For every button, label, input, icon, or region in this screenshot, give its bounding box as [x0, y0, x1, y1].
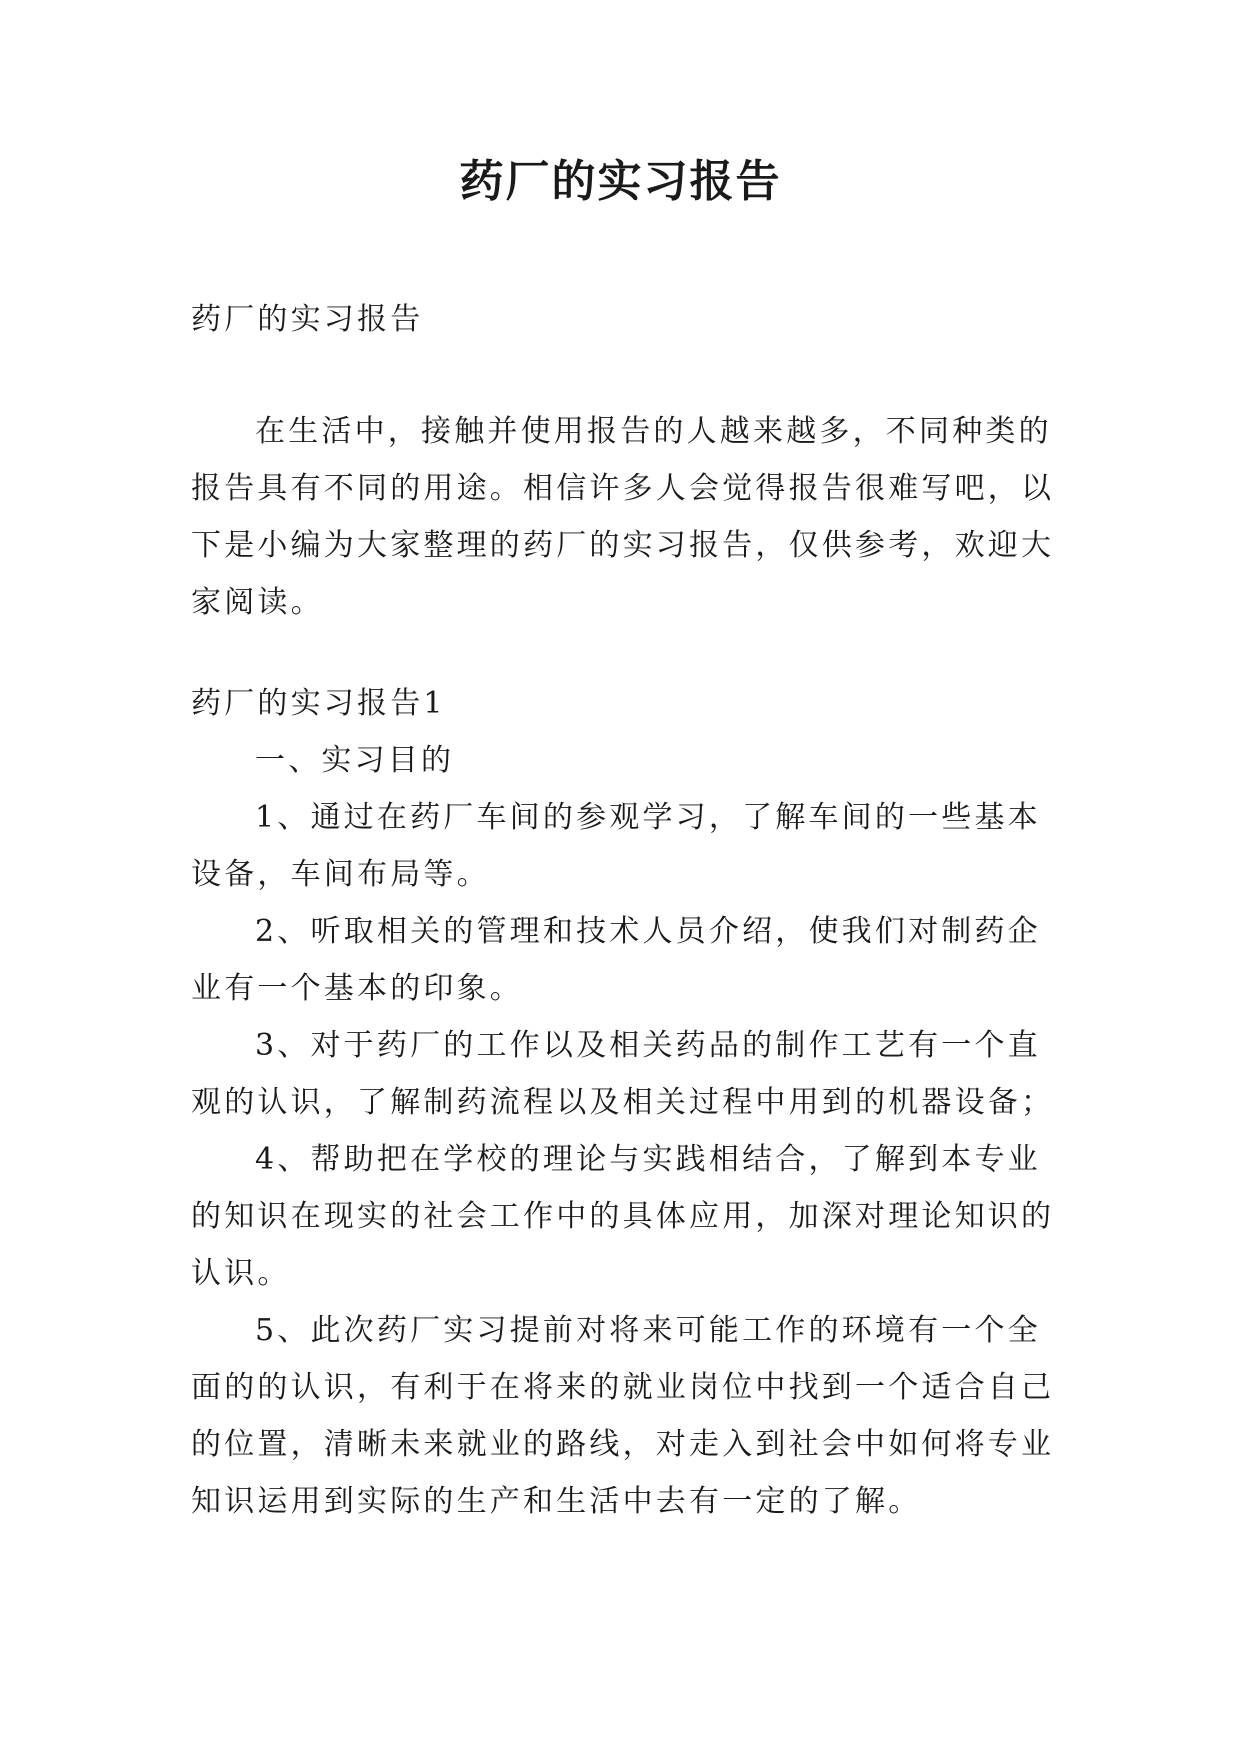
- list-item: 5、此次药厂实习提前对将来可能工作的环境有一个全面的的认识，有利于在将来的就业岗位中找到一个适合自己的位置，清晰未来就业的路线，对走入到社会中如何将专业知识运用到实际的生产和生活中去有一定的了解。: [191, 1313, 1055, 1519]
- document-body: [191, 291, 1061, 1530]
- section-heading: 药厂的实习报告1: [191, 686, 446, 721]
- document-title: 药厂的实习报告: [459, 156, 782, 207]
- list-item: 2、听取相关的管理和技术人员介绍，使我们对制药企业有一个基本的印象。: [191, 914, 1041, 1006]
- subtitle-line: 药厂的实习报告: [191, 302, 424, 337]
- list-item: 1、通过在药厂车间的参观学习，了解车间的一些基本设备，车间布局等。: [191, 800, 1041, 892]
- spacer: [191, 348, 1061, 403]
- list-item: 3、对于药厂的工作以及相关药品的制作工艺有一个直观的认识，了解制药流程以及相关过程中用到的机器设备；: [191, 1028, 1055, 1120]
- intro-paragraph: 在生活中，接触并使用报告的人越来越多，不同种类的报告具有不同的用途。相信许多人会觉得报告很难写吧，以下是小编为大家整理的药厂的实习报告，仅供参考，欢迎大家阅读。: [191, 414, 1055, 620]
- subsection-heading: 一、实习目的: [255, 743, 455, 778]
- list-item: 4、帮助把在学校的理论与实践相结合，了解到本专业的知识在现实的社会工作中的具体应用，加深对理论知识的认识。: [191, 1142, 1055, 1291]
- spacer: [191, 631, 1061, 675]
